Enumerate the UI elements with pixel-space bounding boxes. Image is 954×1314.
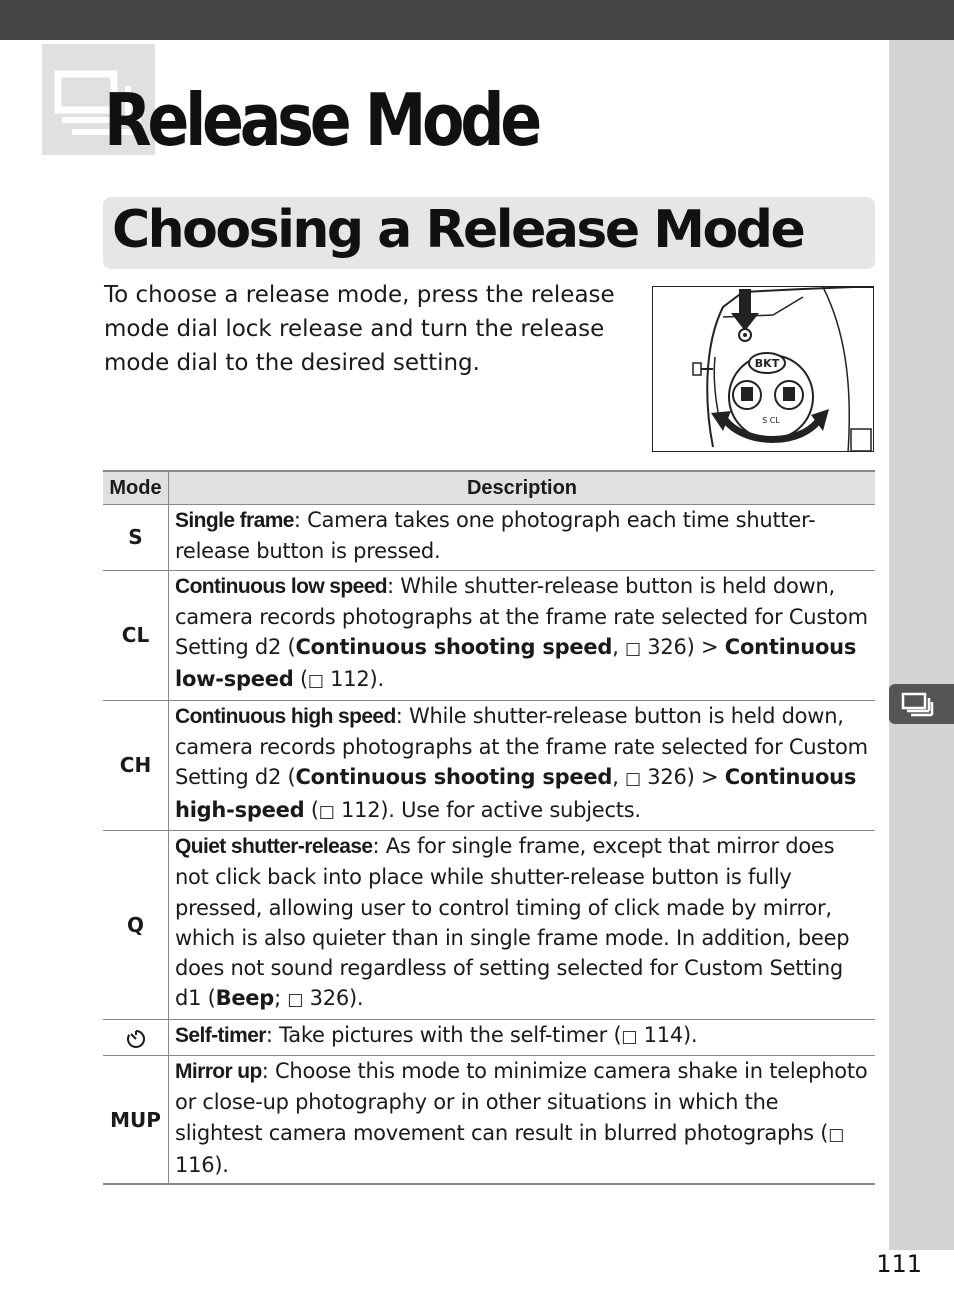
page-number: 111 (876, 1250, 922, 1278)
mode-description (169, 700, 876, 830)
desc-text: , (612, 635, 626, 660)
chapter-sidebar (889, 40, 954, 1250)
table-row (103, 505, 875, 571)
desc-text: : Camera takes one photograph each time shutter-release button is pressed. (175, 508, 816, 564)
book-icon: □ (307, 671, 324, 692)
table-header-row (103, 471, 875, 505)
mode-term: Continuous low speed (175, 574, 387, 598)
menu-item-ref: Continuous low-speed (175, 635, 857, 692)
page-ref: 112). Use for active subjects. (341, 797, 641, 822)
mode-term: Continuous high speed (175, 704, 396, 728)
mode-term: Single frame (175, 509, 294, 532)
intro-paragraph: To choose a release mode, press the release mode dial lock release and turn the release mode dial to the desired setting. (104, 282, 615, 376)
menu-item-ref: Continuous shooting speed (295, 635, 613, 660)
page-ref: 114). (643, 1022, 698, 1047)
mode-symbol: Q (103, 830, 169, 1019)
section-title: Choosing a Release Mode (112, 200, 804, 260)
desc-text: ( (293, 667, 308, 692)
release-mode-tab-icon (901, 690, 935, 718)
mode-description (169, 1056, 876, 1185)
dial-marks: S CL (762, 416, 780, 425)
page-title: Release Mode (104, 78, 538, 162)
mode-term: Self-timer (175, 1023, 266, 1047)
chapter-tab[interactable] (889, 684, 954, 724)
page-ref: 112). (330, 667, 384, 692)
desc-text: : Choose this mode to minimize camera shake in telephoto or close-up photography or in other situations in which the slightest camera movement can result in blurred photographs ( (175, 1059, 868, 1145)
desc-text: : Take pictures with the self-timer ( (265, 1022, 622, 1047)
menu-item-ref: Continuous shooting speed (295, 765, 613, 790)
self-timer-icon (126, 1029, 146, 1049)
book-icon: □ (828, 1124, 845, 1145)
mode-symbol: S (103, 505, 169, 571)
release-mode-dial-illustration (652, 286, 874, 452)
table-row (103, 1056, 875, 1185)
mode-description (169, 1019, 876, 1055)
desc-text: : As for single frame, except that mirror does not click back into place while shutter-release button is fully pressed, allowing user to control timing of click made by mirror, which is also quieter than in single frame mode. In addition, beep does not sound regardless of setting selected for Custom Setting d1 ( (175, 833, 850, 1011)
top-bar (0, 0, 954, 40)
table-row (103, 1019, 875, 1055)
release-mode-table (103, 470, 875, 1185)
book-icon: □ (621, 1026, 638, 1047)
book-icon: □ (625, 639, 641, 660)
mode-symbol (103, 1019, 169, 1055)
menu-item-ref: Continuous high-speed (175, 765, 857, 822)
description-column-header: Description (169, 471, 876, 505)
desc-text: , (612, 765, 626, 790)
table-row (103, 700, 875, 830)
book-icon: □ (287, 990, 304, 1011)
page-ref: 326). (309, 986, 364, 1011)
book-icon: □ (318, 801, 335, 822)
mode-column-header: Mode (103, 471, 169, 505)
mode-description (169, 570, 876, 700)
mode-symbol: CH (103, 700, 169, 830)
desc-text: : While shutter-release button is held down, camera records photographs at the frame rate selected for Custom Setting d2 ( (175, 703, 868, 790)
book-icon: □ (625, 769, 641, 790)
mode-term: Mirror up (175, 1060, 262, 1084)
table-row (103, 830, 875, 1019)
desc-text: ( (304, 797, 319, 822)
mode-description (169, 505, 876, 571)
mode-symbol: MUP (103, 1056, 169, 1185)
mode-symbol: CL (103, 570, 169, 700)
desc-text: ; (274, 986, 288, 1011)
table-row (103, 570, 875, 700)
page-ref: 326) > (647, 635, 725, 660)
desc-text: : While shutter-release button is held down, camera records photographs at the frame rate selected for Custom Setting d2 ( (175, 573, 868, 660)
mode-description (169, 830, 876, 1019)
page-ref: 116). (175, 1152, 229, 1177)
dial-bkt-label: BKT (754, 357, 780, 370)
mode-term: Quiet shutter-release (175, 834, 373, 858)
page-ref: 326) > (647, 765, 725, 790)
menu-item-ref: Beep (215, 986, 275, 1011)
camera-dial-drawing (653, 287, 874, 452)
